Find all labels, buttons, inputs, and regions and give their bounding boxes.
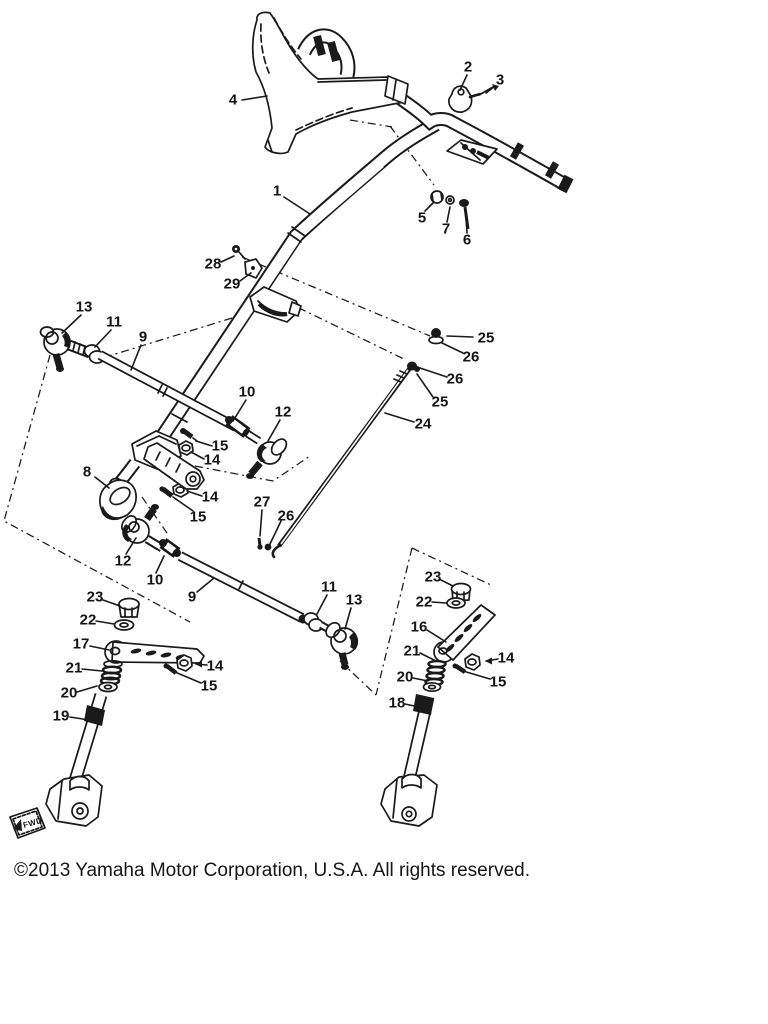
callout-leader-10 [233, 400, 246, 421]
callout-leader-1 [284, 197, 310, 214]
part-number-label-26: 26 [277, 507, 295, 525]
part-number-label-24: 24 [414, 415, 432, 433]
fwd-sign-label: FWD [22, 815, 44, 830]
part-number-label-15: 15 [489, 673, 507, 691]
part-number-label-14: 14 [497, 649, 515, 667]
callout-leader-10 [156, 556, 164, 573]
part-number-label-26: 26 [446, 370, 464, 388]
callout-leader-27 [260, 510, 262, 536]
part-number-label-14: 14 [203, 451, 221, 469]
part-number-label-15: 15 [211, 437, 229, 455]
part-number-label-6: 6 [462, 231, 472, 249]
part-number-label-15: 15 [200, 677, 218, 695]
handlebar-assembly [152, 12, 569, 452]
lever-bracket-group [431, 140, 497, 229]
callout-leader-25 [447, 336, 473, 337]
washer-26 [414, 366, 420, 372]
part-number-label-14: 14 [206, 657, 224, 675]
callout-leader-9 [131, 345, 141, 370]
callout-leader-13 [345, 608, 351, 629]
callout-leader-15 [463, 671, 490, 679]
part-number-label-25: 25 [477, 329, 495, 347]
callout-leader-15 [196, 441, 212, 446]
part-number-label-12: 12 [114, 552, 132, 570]
callout-leader-9 [197, 578, 214, 592]
part-number-label-11: 11 [321, 578, 337, 596]
part-number-label-13: 13 [345, 591, 363, 609]
bolt-6-head [459, 199, 469, 207]
callout-leader-20 [77, 686, 97, 692]
part-number-label-28: 28 [204, 255, 222, 273]
part-number-label-13: 13 [75, 298, 93, 316]
callout-leader-14 [187, 491, 202, 496]
part-number-label-29: 29 [223, 275, 241, 293]
callout-leader-28 [221, 256, 234, 262]
part-number-label-17: 17 [72, 635, 90, 653]
washer-7 [446, 196, 454, 204]
grip-band [317, 36, 322, 55]
callout-leader-23 [441, 580, 453, 586]
callout-leader-8 [95, 477, 109, 488]
callout-leader-13 [62, 315, 81, 333]
callout-leader-4 [242, 96, 267, 100]
callout-arrowhead [485, 658, 492, 665]
part-number-label-1: 1 [272, 182, 282, 200]
callout-leader-23 [103, 600, 120, 606]
callout-leader-12 [268, 420, 280, 441]
part-number-label-10: 10 [146, 571, 164, 589]
part-number-label-21: 21 [403, 642, 421, 660]
callout-leader-26 [442, 343, 463, 353]
part-number-label-7: 7 [441, 220, 451, 238]
callout-leader-15 [175, 672, 201, 683]
part-number-label-22: 22 [79, 611, 97, 629]
part-number-label-20: 20 [396, 668, 414, 686]
callout-leader-22 [432, 602, 446, 603]
part-number-label-23: 23 [424, 568, 442, 586]
bar-end-cap [562, 177, 569, 191]
callout-leader-16 [427, 630, 446, 642]
part-number-label-18: 18 [388, 694, 406, 712]
callout-leader-11 [95, 330, 111, 347]
callout-leader-26 [420, 368, 447, 377]
part-number-label-9: 9 [187, 588, 197, 606]
part-number-label-23: 23 [86, 588, 104, 606]
part-number-label-21: 21 [65, 659, 83, 677]
copyright-text: ©2013 Yamaha Motor Corporation, U.S.A. All rights reserved. [14, 860, 530, 881]
part-number-label-9: 9 [138, 328, 148, 346]
part-number-label-25: 25 [431, 393, 449, 411]
callout-leader-21 [82, 669, 102, 671]
part-number-label-22: 22 [415, 593, 433, 611]
callout-leader-25 [417, 374, 433, 397]
left-spindle-group [46, 599, 204, 827]
callout-leader-24 [385, 413, 414, 422]
part-number-label-15: 15 [189, 508, 207, 526]
part-number-label-2: 2 [463, 58, 473, 76]
part-number-label-10: 10 [238, 383, 256, 401]
washer-22 [115, 620, 134, 630]
part-number-label-5: 5 [417, 209, 427, 227]
part-number-label-11: 11 [106, 313, 122, 331]
callout-leader-11 [317, 595, 327, 614]
part-number-label-3: 3 [495, 71, 505, 89]
part-number-label-27: 27 [253, 493, 271, 511]
part-number-label-26: 26 [462, 348, 480, 366]
part-number-label-14: 14 [201, 488, 219, 506]
part-number-label-4: 4 [228, 91, 238, 109]
washer-20 [99, 683, 117, 692]
callout-leader-5 [425, 202, 434, 211]
callout-leader-14 [191, 452, 204, 459]
part-number-label-8: 8 [82, 463, 92, 481]
part-number-label-12: 12 [274, 403, 292, 421]
part-number-label-20: 20 [60, 684, 78, 702]
callout-leader-22 [96, 621, 114, 624]
part-number-label-19: 19 [52, 707, 70, 725]
grip-band [331, 42, 336, 61]
washer-22 [447, 598, 465, 608]
part-number-label-16: 16 [410, 618, 428, 636]
washer-20 [424, 683, 441, 691]
fwd-sign [10, 808, 45, 838]
